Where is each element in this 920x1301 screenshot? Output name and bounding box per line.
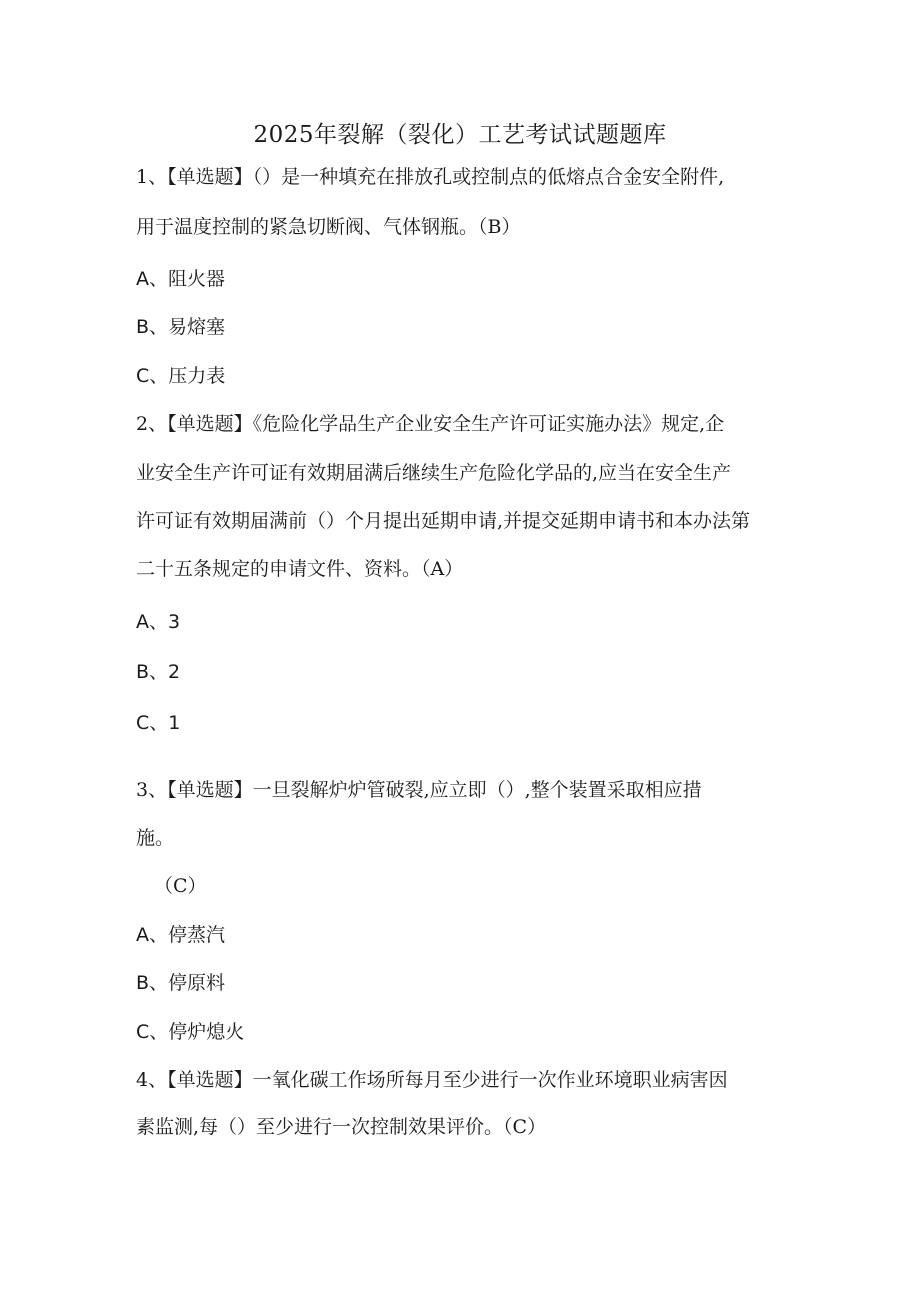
document-title: 2025年裂解（裂化）工艺考试试题题库 [253, 122, 667, 148]
question-2-option-a: A、3 [136, 611, 181, 633]
question-2-option-c: C、1 [136, 712, 181, 734]
question-3-answer: （C） [154, 875, 207, 897]
question-3-option-c: C、停炉熄火 [136, 1021, 245, 1043]
question-2-text-line-1: 2、【单选题】《危险化学品生产企业安全生产许可证实施办法》规定,企 [136, 413, 725, 435]
question-1-option-a: A、阻火器 [136, 268, 225, 290]
question-2-option-b: B、2 [136, 661, 181, 683]
question-1-option-c: C、压力表 [136, 365, 226, 387]
question-2-text-line-4: 二十五条规定的申请文件、资料。（A） [136, 558, 464, 580]
question-3-option-a: A、停蒸汽 [136, 924, 225, 946]
question-1-text-line-1: 1、【单选题】（）是一种填充在排放孔或控制点的低熔点合金安全附件, [136, 166, 725, 188]
question-4-text-line-2: 素监测,每（）至少进行一次控制效果评价。（C） [136, 1116, 547, 1138]
question-1-option-b: B、易熔塞 [136, 316, 226, 338]
question-2-text-line-2: 业安全生产许可证有效期届满后继续生产危险化学品的,应当在安全生产 [136, 462, 732, 484]
question-1-text-line-2: 用于温度控制的紧急切断阀、气体钢瓶。（B） [136, 216, 521, 238]
question-4-text-line-1: 4、【单选题】一氧化碳工作场所每月至少进行一次作业环境职业病害因 [136, 1069, 728, 1091]
question-3-option-b: B、停原料 [136, 972, 226, 994]
question-3-text-line-1: 3、【单选题】一旦裂解炉炉管破裂,应立即（）,整个装置采取相应措 [136, 779, 702, 801]
question-2-text-line-3: 许可证有效期届满前（）个月提出延期申请,并提交延期申请书和本办法第 [136, 510, 751, 532]
question-3-text-line-2: 施。 [136, 827, 175, 849]
